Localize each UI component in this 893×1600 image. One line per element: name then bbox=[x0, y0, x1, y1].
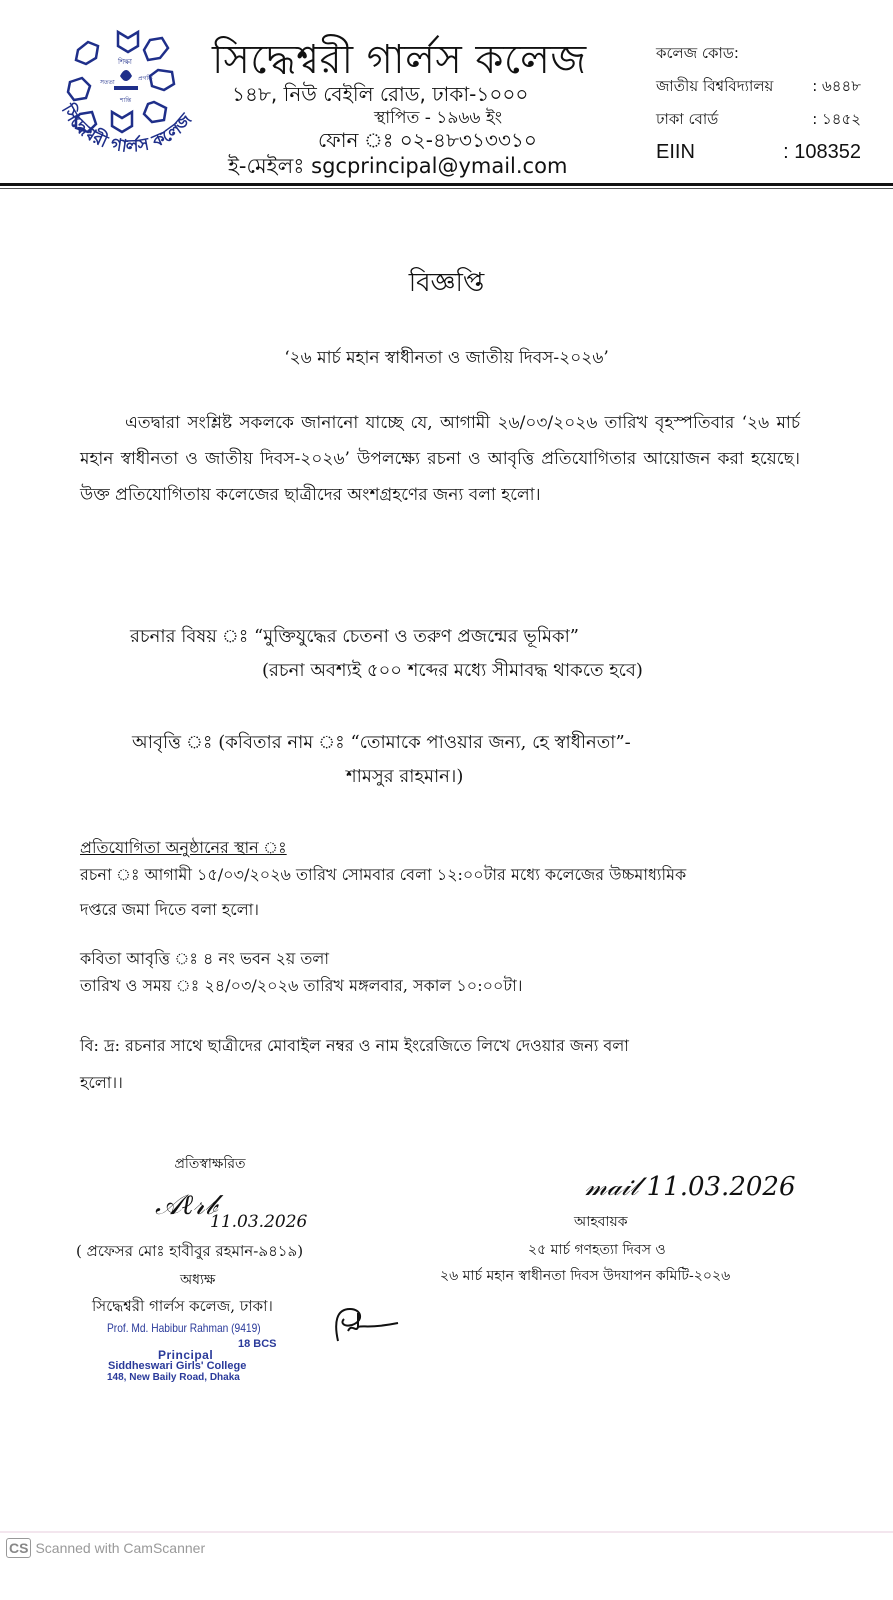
svg-text:শিক্ষা: শিক্ষা bbox=[118, 58, 132, 66]
svg-text:সিদ্ধেশ্বরী গার্লস কলেজ: সিদ্ধেশ্বরী গার্লস কলেজ bbox=[56, 101, 197, 157]
principal-signature: 𝒜ℓ𝓇𝒷 bbox=[155, 1188, 217, 1221]
notice-paragraph bbox=[80, 405, 800, 513]
countersigned-label bbox=[70, 1152, 370, 1176]
venue-essay-submission: রচনা ঃ আগামী ১৫/০৩/২০২৬ তারিখ সোমবার বেলা ১২:০০টার মধ্যে কলেজের উচ্চমাধ্যমিক bbox=[80, 865, 687, 884]
established-year: স্থাপিত - ১৯৬৬ ইং bbox=[374, 108, 503, 128]
stamp-batch: 18 BCS bbox=[238, 1338, 277, 1350]
venue-recitation-place: কবিতা আবৃত্তি ঃ ৪ নং ভবন ২য় তলা bbox=[80, 949, 329, 968]
essay-word-limit: (রচনা অবশ্যই ৫০০ শব্দের মধ্যে সীমাবদ্ধ থাকতে হবে) bbox=[262, 660, 643, 681]
svg-text:সততা: সততা bbox=[100, 79, 115, 86]
convener-role: আহবায়ক bbox=[574, 1214, 628, 1230]
paragraph-text: এতদ্বারা সংশ্লিষ্ট সকলকে জানানো যাচ্ছে যে, আগামী ২৬/০৩/২০২৬ তারিখ বৃহস্পতিবার ‘২৬ মার্চ মহান স্বাধীনতা ও জাতীয় দিবস-২০২৬’ উপলক্ষ্যে রচনা ও আবৃত্তি প্রতিযোগিতার আয়োজন করা হয়েছে। উক্ত প্রতিযোগিতায় কলেজের ছাত্রীদের অংশগ্রহণের জন্য বলা হলো। bbox=[80, 413, 800, 505]
notice-title: বিজ্ঞপ্তি bbox=[408, 268, 485, 298]
code-value: : 108352 bbox=[783, 141, 861, 163]
email-address: ই-মেইলঃ sgcprincipal@ymail.com bbox=[228, 154, 568, 178]
stamp-college: Siddheswari Girls' College bbox=[108, 1360, 247, 1372]
nota-bene-cont: হলো।। bbox=[80, 1073, 123, 1092]
camscanner-logo-icon: CS bbox=[6, 1538, 31, 1558]
college-codes bbox=[656, 42, 861, 164]
recitation-poem: আবৃত্তি ঃ (কবিতার নাম ঃ “তোমাকে পাওয়ার জন্য, হে স্বাধীনতা”- bbox=[132, 732, 631, 753]
countersigned-text: প্রতিস্বাক্ষরিত bbox=[174, 1156, 246, 1172]
stamp-name: Prof. Md. Habibur Rahman (9419) bbox=[107, 1321, 261, 1335]
code-row-eiin bbox=[656, 141, 861, 164]
header-divider bbox=[0, 183, 893, 186]
code-label: ঢাকা বোর্ড bbox=[656, 110, 719, 128]
college-address: ১৪৮, নিউ বেইলি রোড, ঢাকা-১০০০ bbox=[232, 82, 529, 106]
college-emblem-icon bbox=[50, 20, 210, 160]
stamp-title: Principal bbox=[158, 1348, 214, 1362]
venue-recitation-time: তারিখ ও সময় ঃ ২৪/০৩/২০২৬ তারিখ মঙ্গলবার, সকাল ১০:০০টা। bbox=[80, 976, 523, 995]
codes-title: কলেজ কোড: bbox=[656, 44, 739, 62]
principal-role-bn: অধ্যক্ষ bbox=[180, 1272, 216, 1288]
venue-essay-submission-cont: দপ্তরে জমা দিতে বলা হলো। bbox=[80, 900, 259, 919]
watermark-text: Scanned with CamScanner bbox=[35, 1540, 206, 1556]
code-value: : ১৪৫২ bbox=[812, 110, 861, 128]
committee-line-1: ২৫ মার্চ গণহত্যা দিবস ও bbox=[528, 1242, 666, 1258]
principal-college-bn: সিদ্ধেশ্বরী গার্লস কলেজ, ঢাকা। bbox=[92, 1297, 273, 1315]
convener-signature: 𝓂𝒶𝒾𝓁 11.03.2026 bbox=[585, 1172, 796, 1202]
header-divider-thin bbox=[0, 188, 893, 189]
principal-name-bn: ( প্রফেসর মোঃ হাবীবুর রহমান-৯৪১৯) bbox=[76, 1242, 304, 1260]
scan-edge bbox=[0, 1531, 893, 1533]
notice-subject: ‘২৬ মার্চ মহান স্বাধীনতা ও জাতীয় দিবস-২০২৬’ bbox=[284, 348, 609, 368]
code-label: জাতীয় বিশ্ববিদ্যালয় bbox=[656, 77, 774, 95]
phone-number: ফোন ঃ ০২-৪৮৩১৩৩১০ bbox=[318, 128, 537, 152]
venue-heading: প্রতিযোগিতা অনুষ্ঠানের স্থান ঃ bbox=[80, 838, 287, 857]
nota-bene: বি: দ্র: রচনার সাথে ছাত্রীদের মোবাইল নম্বর ও নাম ইংরেজিতে লিখে দেওয়ার জন্য বলা bbox=[80, 1036, 629, 1055]
college-name: সিদ্ধেশ্বরী গার্লস কলেজ bbox=[212, 37, 587, 83]
principal-signature-date: 11.03.2026 bbox=[210, 1212, 308, 1232]
code-row-dhaka-board bbox=[656, 108, 861, 133]
recitation-poet: শামসুর রাহমান।) bbox=[346, 766, 464, 787]
code-row-national-university bbox=[656, 75, 861, 100]
essay-topic: রচনার বিষয় ঃ “মুক্তিযুদ্ধের চেতনা ও তরুণ প্রজন্মের ভূমিকা” bbox=[130, 626, 580, 647]
committee-line-2: ২৬ মার্চ মহান স্বাধীনতা দিবস উদযাপন কমিটি-২০২৬ bbox=[440, 1268, 731, 1284]
code-label: EIIN bbox=[656, 141, 695, 163]
svg-text:শান্তি: শান্তি bbox=[120, 97, 132, 104]
code-value: : ৬৪৪৮ bbox=[812, 77, 861, 95]
stamp-address: 148, New Baily Road, Dhaka bbox=[107, 1372, 240, 1383]
svg-text:প্রগতি: প্রগতি bbox=[138, 75, 153, 82]
handwritten-initial-icon bbox=[328, 1303, 400, 1345]
camscanner-watermark bbox=[6, 1538, 205, 1558]
